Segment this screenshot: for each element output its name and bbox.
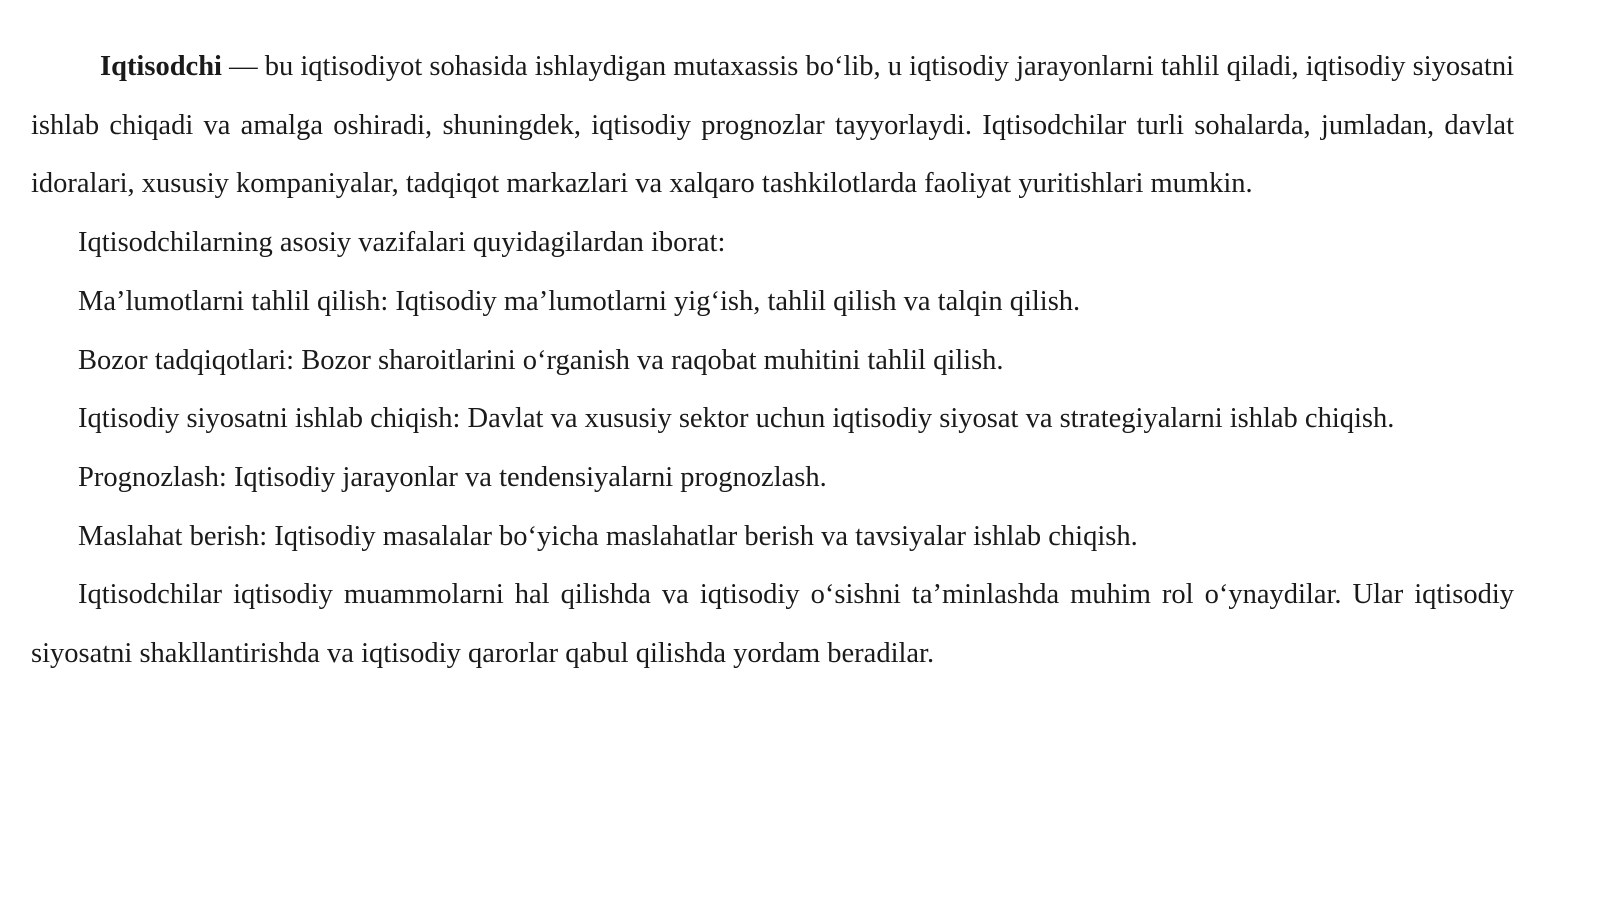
duty-consulting: Maslahat berish: Iqtisodiy masalalar bo‘yicha maslahatlar berish va tavsiyalar ishlab chiqish. — [78, 520, 1138, 552]
document-body — [31, 38, 1514, 684]
intro-paragraph — [31, 38, 1514, 214]
duty-policy-development: Iqtisodiy siyosatni ishlab chiqish: Davlat va xususiy sektor uchun iqtisodiy siyosat va strategiyalarni ishlab chiqish. — [78, 403, 1395, 435]
duties-heading-paragraph: Iqtisodchilarning asosiy vazifalari quyidagilardan iborat: — [78, 227, 726, 259]
intro-text: — bu iqtisodiyot sohasida ishlaydigan mutaxassis bo‘lib, u iqtisodiy jarayonlarni tahlil qiladi, iqtisodiy siyosatni ishlab chiqadi va amalga oshiradi, shuningdek, iqtisodiy prognozlar tayyorlaydi. Iqtisodchilar turli sohalarda, jumladan, davlat idoralari, xususiy kompaniyalar, tadqiqot markazlari va xalqaro tashkilotlarda faoliyat yuritishlari mumkin. — [31, 51, 1514, 200]
duty-forecasting: Prognozlash: Iqtisodiy jarayonlar va tendensiyalarni prognozlash. — [78, 461, 827, 493]
defined-term: Iqtisodchi — [100, 51, 222, 82]
duty-market-research: Bozor tadqiqotlari: Bozor sharoitlarini o‘rganish va raqobat muhitini tahlil qilish. — [78, 344, 1004, 376]
conclusion-paragraph: Iqtisodchilar iqtisodiy muammolarni hal qilishda va iqtisodiy o‘sishni ta’minlashda muhim rol o‘ynaydilar. Ular iqtisodiy siyosatni shakllantirishda va iqtisodiy qarorlar qabul qilishda yordam beradilar. — [31, 579, 1514, 670]
duty-data-analysis: Ma’lumotlarni tahlil qilish: Iqtisodiy ma’lumotlarni yig‘ish, tahlil qilish va talqin qilish. — [78, 285, 1081, 317]
